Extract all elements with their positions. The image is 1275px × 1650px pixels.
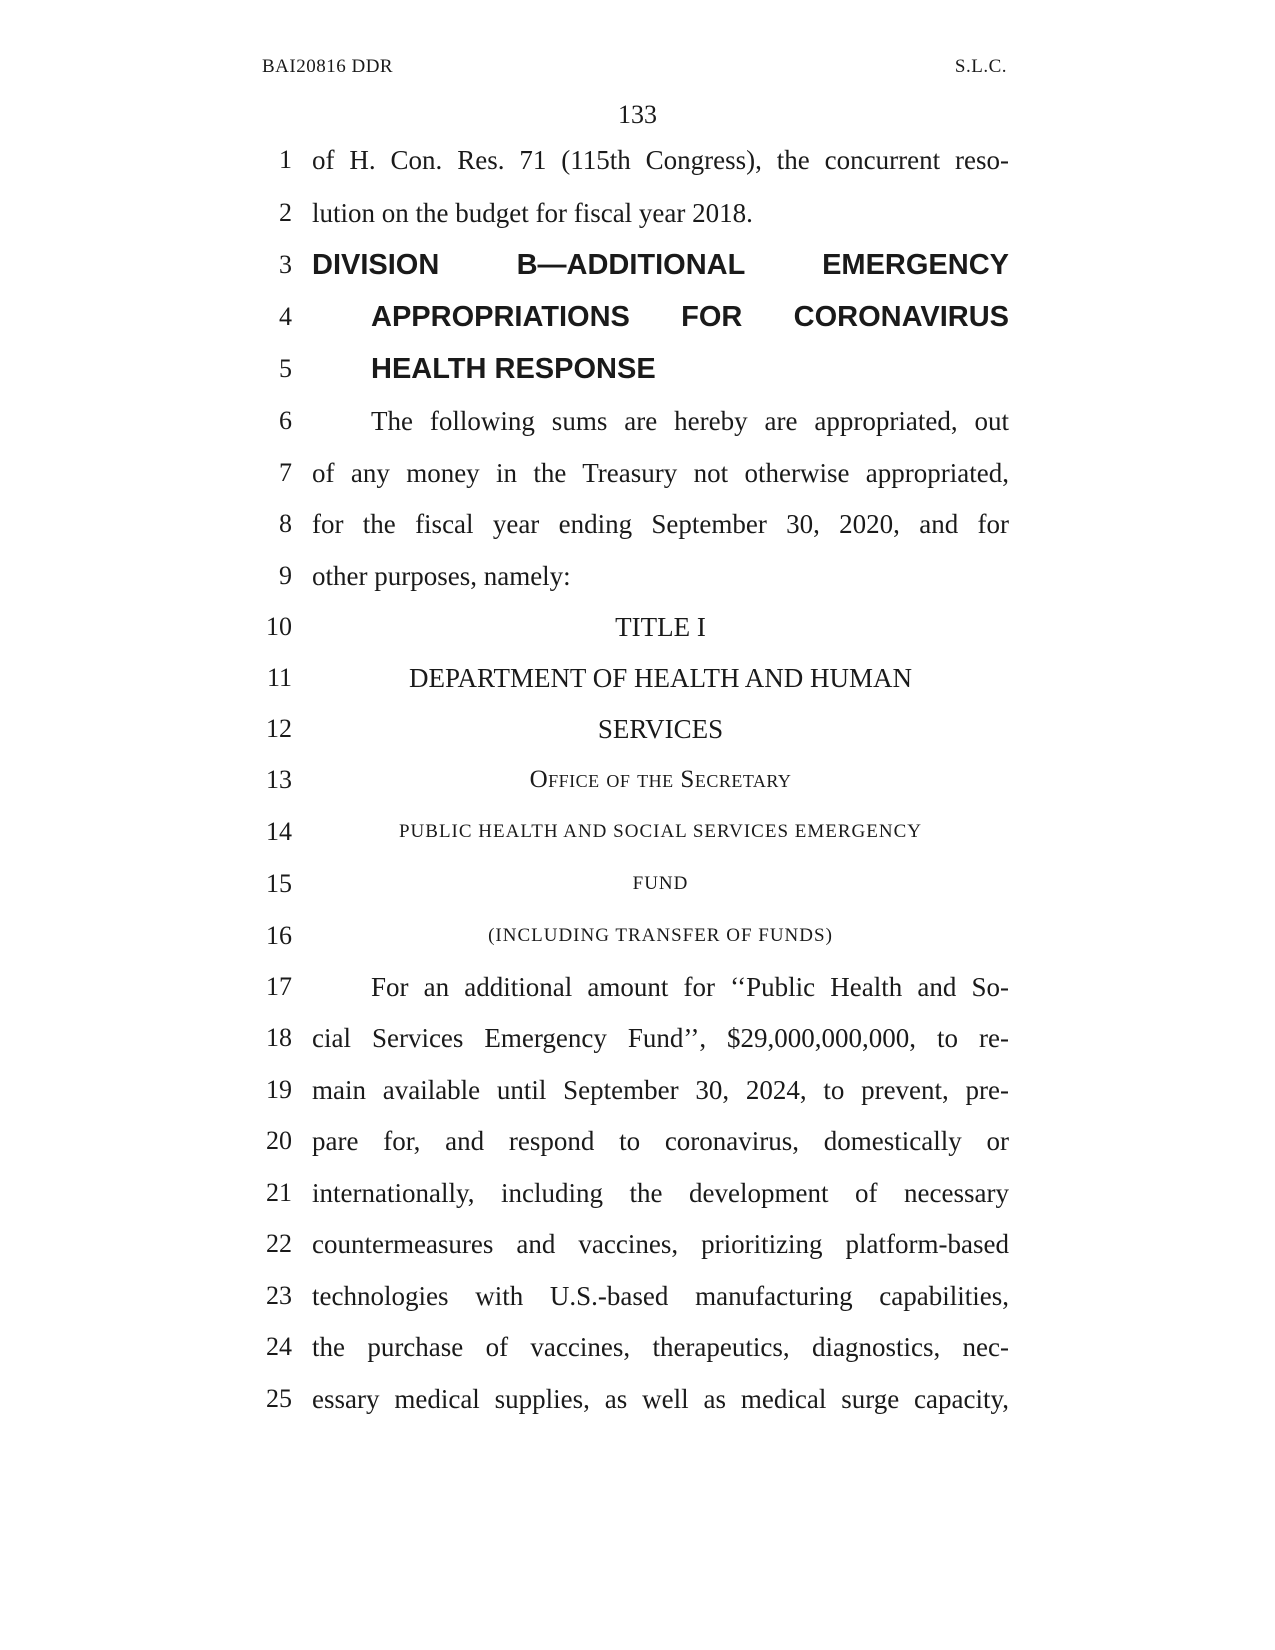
line-number: 14 bbox=[266, 817, 292, 846]
text-line bbox=[0, 658, 1275, 698]
line-number: 6 bbox=[279, 406, 292, 435]
line-text: the purchase of vaccines, therapeutics, diagnostics, nec- bbox=[312, 1332, 1009, 1362]
line-number: 24 bbox=[266, 1332, 292, 1361]
line-number: 23 bbox=[266, 1281, 292, 1310]
line-number: 17 bbox=[266, 972, 292, 1001]
line-text: countermeasures and vaccines, prioritizing platform-based bbox=[312, 1229, 1009, 1259]
text-line bbox=[0, 760, 1275, 800]
line-text: lution on the budget for fiscal year 2018. bbox=[312, 198, 753, 228]
division-heading: DIVISION B—ADDITIONAL EMERGENCY bbox=[312, 249, 1009, 281]
text-line bbox=[0, 607, 1275, 647]
line-text: main available until September 30, 2024, to prevent, pre- bbox=[312, 1075, 1009, 1105]
text-line bbox=[0, 504, 1275, 544]
line-number: 1 bbox=[279, 145, 292, 174]
line-text: essary medical supplies, as well as medical surge capacity, bbox=[312, 1384, 1009, 1414]
text-line bbox=[0, 1173, 1275, 1213]
line-number: 4 bbox=[279, 302, 292, 331]
page-number: 133 bbox=[618, 100, 657, 129]
line-number: 8 bbox=[279, 509, 292, 538]
text-line bbox=[0, 864, 1275, 904]
text-line bbox=[0, 1070, 1275, 1110]
text-line bbox=[0, 812, 1275, 852]
line-text: internationally, including the development of necessary bbox=[312, 1178, 1009, 1208]
account-heading: FUND bbox=[632, 873, 689, 894]
line-number: 10 bbox=[266, 612, 292, 641]
line-number: 22 bbox=[266, 1229, 292, 1258]
line-number: 15 bbox=[266, 869, 292, 898]
line-text: of H. Con. Res. 71 (115th Congress), the concurrent reso- bbox=[312, 145, 1009, 175]
line-number: 21 bbox=[266, 1178, 292, 1207]
line-text: cial Services Emergency Fund’’, $29,000,000,000, to re- bbox=[312, 1023, 1009, 1053]
line-number: 12 bbox=[266, 714, 292, 743]
text-line bbox=[0, 297, 1275, 337]
text-line bbox=[0, 349, 1275, 389]
line-number: 25 bbox=[266, 1384, 292, 1413]
line-number: 18 bbox=[266, 1023, 292, 1052]
office-heading: Office of the Secretary bbox=[529, 766, 792, 793]
line-text: pare for, and respond to coronavirus, domestically or bbox=[312, 1126, 1009, 1156]
text-line bbox=[0, 453, 1275, 493]
text-line bbox=[0, 140, 1275, 180]
line-text: for the fiscal year ending September 30, 2020, and for bbox=[312, 509, 1009, 539]
line-number: 5 bbox=[279, 354, 292, 383]
line-number: 9 bbox=[279, 561, 292, 590]
document-code: S.L.C. bbox=[954, 56, 1007, 77]
line-number: 3 bbox=[279, 250, 292, 279]
line-text: The following sums are hereby are appropriated, out bbox=[371, 406, 1009, 436]
line-number: 16 bbox=[266, 921, 292, 950]
division-heading: HEALTH RESPONSE bbox=[371, 353, 656, 385]
text-line bbox=[0, 967, 1275, 1007]
text-line bbox=[0, 916, 1275, 956]
line-text: other purposes, namely: bbox=[312, 561, 571, 591]
department-heading: SERVICES bbox=[597, 714, 724, 744]
line-number: 19 bbox=[266, 1075, 292, 1104]
division-heading: APPROPRIATIONS FOR CORONAVIRUS bbox=[371, 301, 1009, 333]
line-number: 11 bbox=[266, 663, 292, 692]
line-number: 13 bbox=[266, 765, 292, 794]
transfer-note: (INCLUDING TRANSFER OF FUNDS) bbox=[488, 925, 833, 946]
text-line bbox=[0, 1018, 1275, 1058]
text-line bbox=[0, 1276, 1275, 1316]
text-line bbox=[0, 401, 1275, 441]
line-text: For an additional amount for ‘‘Public Health and So- bbox=[371, 972, 1009, 1002]
line-text: technologies with U.S.-based manufacturing capabilities, bbox=[312, 1281, 1009, 1311]
line-number: 2 bbox=[279, 198, 292, 227]
text-line bbox=[0, 709, 1275, 749]
department-heading: DEPARTMENT OF HEALTH AND HUMAN bbox=[409, 663, 912, 693]
line-text: of any money in the Treasury not otherwise appropriated, bbox=[312, 458, 1009, 488]
text-line bbox=[0, 245, 1275, 285]
line-number: 7 bbox=[279, 458, 292, 487]
text-line bbox=[0, 1327, 1275, 1367]
text-line bbox=[0, 193, 1275, 233]
line-number: 20 bbox=[266, 1126, 292, 1155]
document-id: BAI20816 DDR bbox=[262, 56, 394, 77]
text-line bbox=[0, 1379, 1275, 1419]
account-heading: PUBLIC HEALTH AND SOCIAL SERVICES EMERGENCY bbox=[398, 821, 923, 842]
text-line bbox=[0, 1224, 1275, 1264]
text-line bbox=[0, 556, 1275, 596]
title-heading: TITLE I bbox=[615, 612, 706, 642]
text-line bbox=[0, 1121, 1275, 1161]
